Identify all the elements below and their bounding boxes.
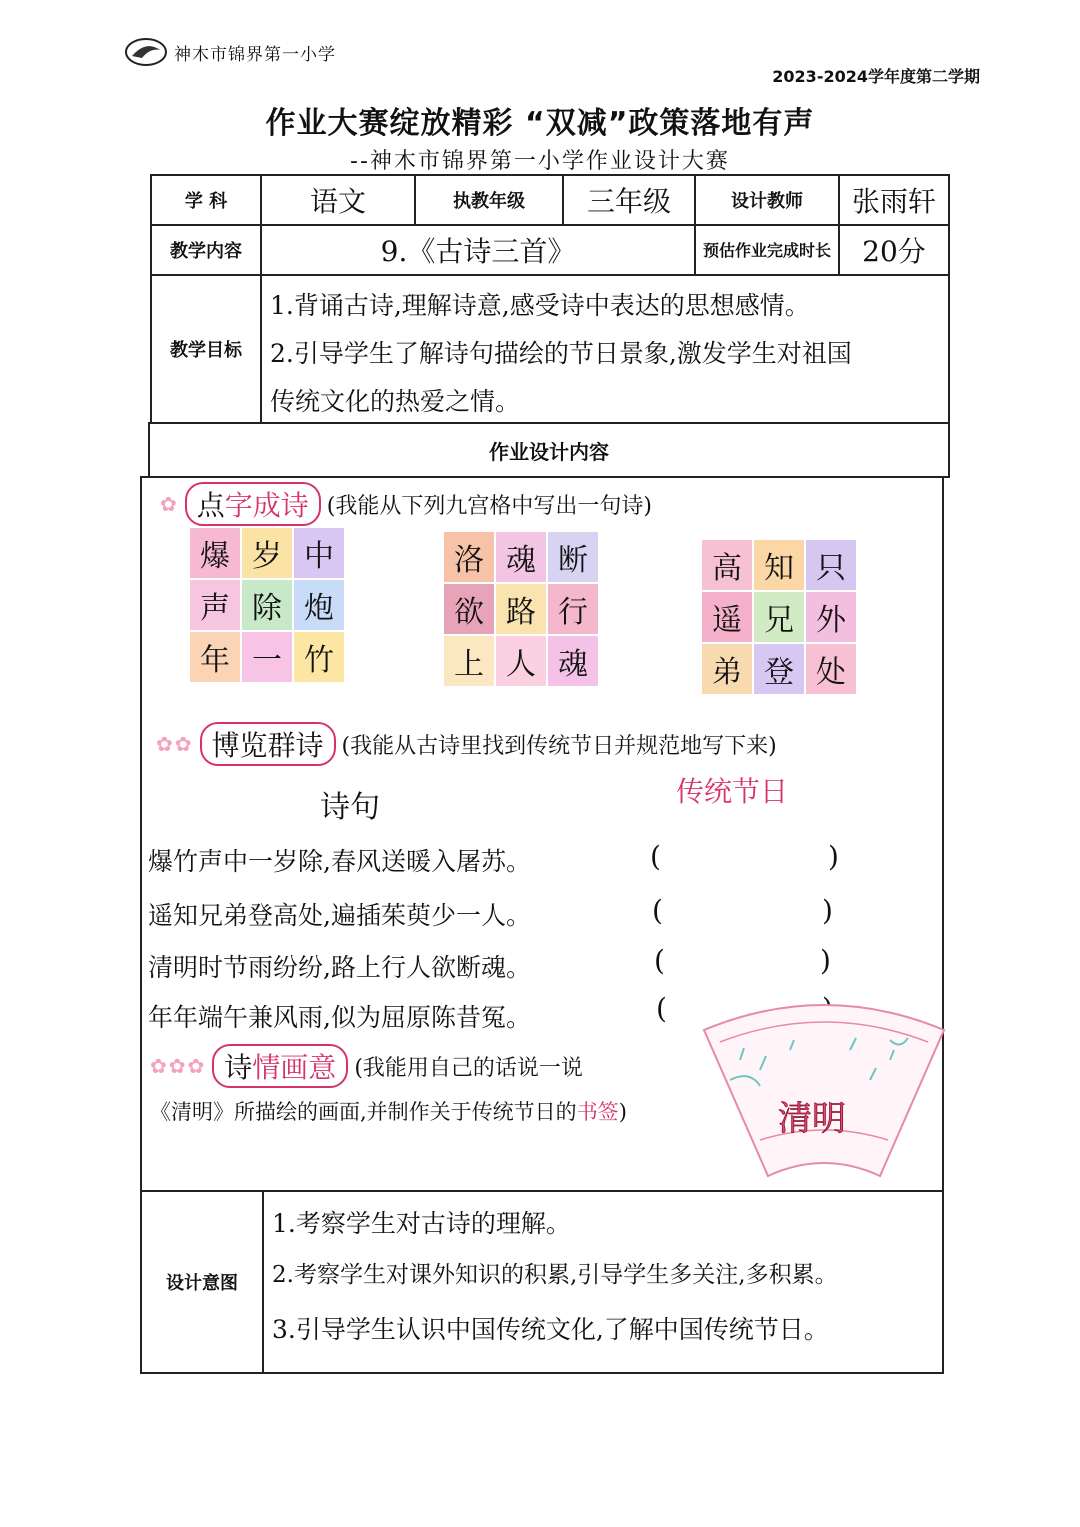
answer-blank-close: ) [820, 944, 831, 977]
char-grid [444, 532, 598, 686]
section-desc: (我能从下列九宫格中写出一句诗) [326, 493, 652, 519]
flower-decoration-icon: ✿ [160, 492, 179, 516]
grid-char: 声 [190, 580, 240, 630]
grid-char: 爆 [190, 528, 240, 578]
goal-line: 传统文化的热爱之情。 [270, 387, 521, 416]
subject-value: 语文 [260, 174, 416, 226]
teacher-label: 设计教师 [694, 174, 840, 226]
grid-char: 兄 [754, 592, 804, 642]
intent-line: 2.考察学生对课外知识的积累,引导学生多关注,多积累。 [272, 1262, 838, 1288]
section-shiqing [150, 1044, 583, 1088]
goal-line: 2.引导学生了解诗句描绘的节日景象,激发学生对祖国 [270, 339, 852, 368]
section3-desc-line2: 《清明》所描绘的画面,并制作关于传统节日的书签) [150, 1100, 627, 1124]
intent-content [262, 1190, 944, 1374]
grid-char: 魂 [548, 636, 598, 686]
answer-blank-open[interactable]: ( [656, 992, 667, 1025]
grid-char: 遥 [702, 592, 752, 642]
grid-char: 欲 [444, 584, 494, 634]
intent-label: 设计意图 [140, 1190, 264, 1374]
flower-decoration-icon: ✿✿✿ [150, 1054, 207, 1078]
section-bolan [156, 722, 777, 766]
poem-line: 清明时节雨纷纷,路上行人欲断魂。 [148, 953, 531, 982]
time-label: 预估作业完成时长 [694, 224, 840, 276]
grid-char: 除 [242, 580, 292, 630]
grid-char: 一 [242, 632, 292, 682]
poem-line: 爆竹声中一岁除,春风送暖入屠苏。 [148, 847, 531, 876]
grid-char: 处 [806, 644, 856, 694]
grid-char: 竹 [294, 632, 344, 682]
grade-value: 三年级 [562, 174, 696, 226]
bookmark-fan-icon [700, 990, 948, 1180]
goals-label: 教学目标 [150, 274, 262, 424]
term-label: 2023-2024学年度第二学期 [772, 67, 980, 86]
char-grid [190, 528, 344, 682]
goal-line: 1.背诵古诗,理解诗意,感受诗中表达的思想感情。 [270, 291, 810, 320]
grid-char: 知 [754, 540, 804, 590]
content-value: 9.《古诗三首》 [260, 224, 696, 276]
intent-line: 1.考察学生对古诗的理解。 [272, 1209, 571, 1238]
grid-char: 高 [702, 540, 752, 590]
grid-char: 只 [806, 540, 856, 590]
poem-line: 年年端午兼风雨,似为屈原陈昔冤。 [148, 1003, 531, 1032]
festival-column-header: 传统节日 [676, 775, 789, 808]
school-logo-icon [124, 36, 168, 68]
answer-blank-open[interactable]: ( [652, 894, 663, 927]
answer-blank-close: ) [828, 840, 839, 873]
design-header: 作业设计内容 [148, 422, 950, 478]
grid-char: 弟 [702, 644, 752, 694]
grid-char: 岁 [242, 528, 292, 578]
content-label: 教学内容 [150, 224, 262, 276]
grid-char: 路 [496, 584, 546, 634]
bookmark-text: 清明 [778, 1099, 846, 1139]
char-grid [702, 540, 856, 694]
grid-char: 中 [294, 528, 344, 578]
goals-content [260, 274, 950, 424]
school-name: 神木市锦界第一小学 [174, 44, 336, 65]
page-title: 作业大赛绽放精彩 “双减”政策落地有声 [265, 106, 815, 141]
grid-char: 洛 [444, 532, 494, 582]
teacher-value: 张雨轩 [838, 174, 950, 226]
poem-column-header: 诗句 [320, 790, 380, 825]
poem-line: 遥知兄弟登高处,遍插茱萸少一人。 [148, 901, 531, 930]
grid-char: 人 [496, 636, 546, 686]
time-value: 20分 [838, 224, 950, 276]
section-title: 博览群诗 [200, 722, 336, 766]
answer-blank-open[interactable]: ( [650, 840, 661, 873]
section-desc: (我能用自己的话说一说 [354, 1055, 583, 1081]
grid-char: 断 [548, 532, 598, 582]
answer-blank-open[interactable]: ( [654, 944, 665, 977]
flower-decoration-icon: ✿✿ [156, 732, 194, 756]
grid-char: 外 [806, 592, 856, 642]
section-dianzi [160, 482, 652, 526]
grid-char: 魂 [496, 532, 546, 582]
grid-char: 年 [190, 632, 240, 682]
intent-line: 3.引导学生认识中国传统文化,了解中国传统节日。 [272, 1315, 829, 1344]
section-title: 诗情画意 [212, 1044, 348, 1088]
section-desc: (我能从古诗里找到传统节日并规范地写下来) [341, 733, 777, 759]
grid-char: 上 [444, 636, 494, 686]
section-title: 点字成诗 [185, 482, 321, 526]
grid-char: 行 [548, 584, 598, 634]
grade-label: 执教年级 [414, 174, 564, 226]
school-header [124, 30, 336, 74]
grid-char: 炮 [294, 580, 344, 630]
subject-label: 学 科 [150, 174, 262, 226]
grid-char: 登 [754, 644, 804, 694]
answer-blank-close: ) [822, 894, 833, 927]
page-subtitle: --神木市锦界第一小学作业设计大赛 [350, 149, 730, 174]
